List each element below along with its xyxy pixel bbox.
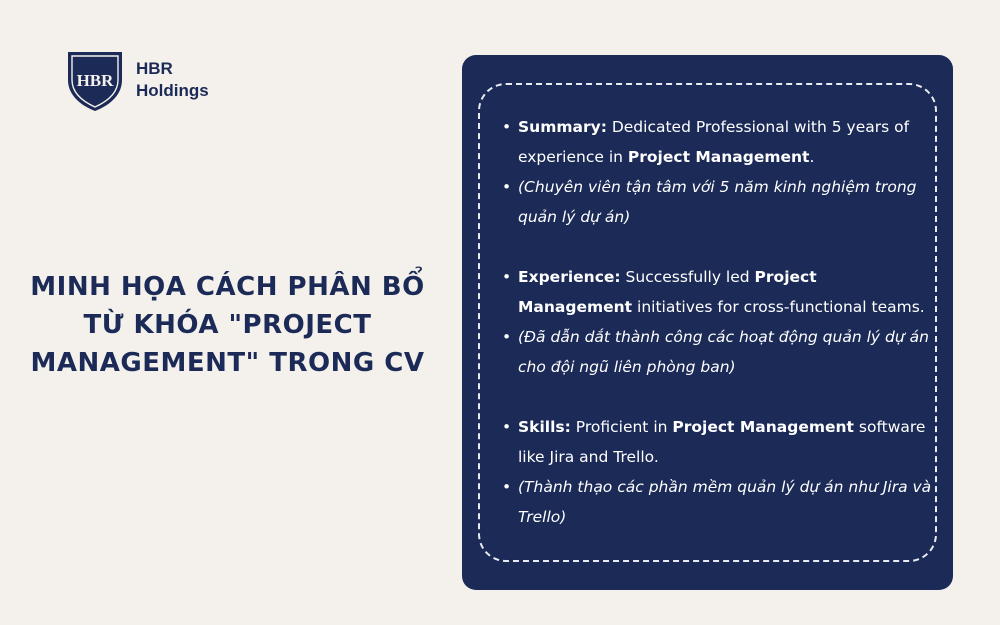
skills-text-a: Proficient in (570, 418, 673, 436)
logo-wordmark (136, 58, 209, 102)
summary-text-a: Dedicated Professional with 5 years of experience in (518, 118, 910, 166)
summary-keyword: Project Management (627, 148, 810, 166)
logo-line-1: HBR (136, 59, 173, 78)
skills-translation: (Thành thạo các phần mềm quản lý dự án như Jira và Trello) (518, 478, 932, 526)
skills-translation-item (502, 472, 932, 532)
spacer (502, 382, 932, 412)
summary-label: Summary: (518, 118, 607, 136)
experience-keyword: Project Management (518, 268, 817, 316)
title-line-2: TỪ KHÓA "PROJECT (83, 310, 372, 340)
experience-translation: (Đã dẫn dắt thành công các hoạt động quản lý dự án cho đội ngũ liên phòng ban) (518, 328, 929, 376)
summary-text-b: . (809, 148, 815, 166)
summary-translation: (Chuyên viên tận tâm với 5 năm kinh nghiệm trong quản lý dự án) (518, 178, 917, 226)
skills-item (502, 412, 932, 472)
skills-label: Skills: (518, 418, 571, 436)
title-line-3: MANAGEMENT" TRONG CV (30, 348, 425, 378)
title-line-1: MINH HỌA CÁCH PHÂN BỔ (30, 272, 425, 302)
logo-monogram: HBR (76, 71, 114, 90)
company-logo (62, 46, 209, 114)
skills-text-b: software like Jira and Trello. (518, 418, 926, 466)
experience-translation-item (502, 322, 932, 382)
logo-line-2: Holdings (136, 81, 209, 100)
summary-translation-item (502, 172, 932, 232)
spacer (502, 232, 932, 262)
page-title (0, 268, 455, 382)
skills-keyword: Project Management (672, 418, 854, 436)
experience-label: Experience: (518, 268, 621, 286)
experience-item (502, 262, 932, 322)
experience-text-a: Successfully led (620, 268, 755, 286)
experience-text-b: initiatives for cross-functional teams. (632, 298, 925, 316)
summary-item (502, 112, 932, 172)
hbr-shield-icon (62, 46, 128, 114)
cv-keyword-list (502, 112, 932, 532)
